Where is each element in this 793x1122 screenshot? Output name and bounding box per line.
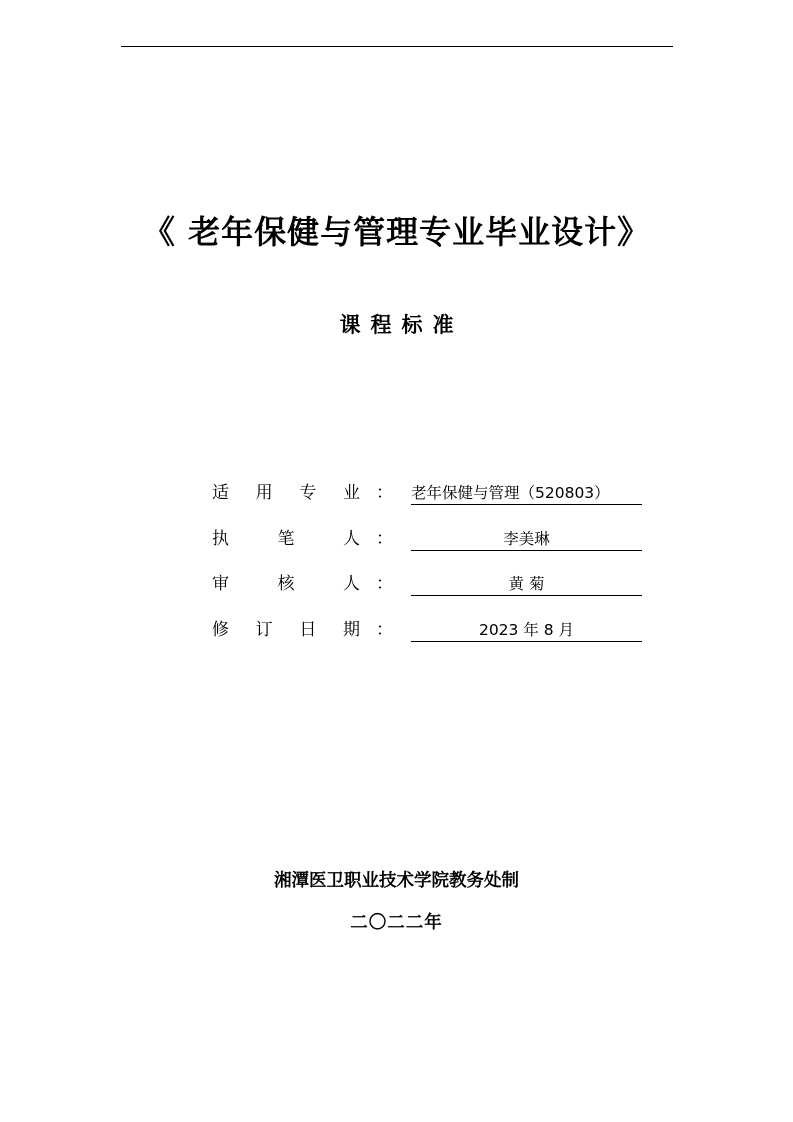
info-label <box>212 573 360 595</box>
label-char: 期 <box>342 619 360 640</box>
info-row-author <box>212 524 644 570</box>
info-value-revision-date: 2023 年 8 月 <box>411 619 642 642</box>
document-title: 《 老年保健与管理专业毕业设计》 <box>142 213 651 251</box>
label-char: 人 <box>343 574 360 594</box>
info-row-major <box>212 478 644 524</box>
document-subtitle: 课程标准 <box>339 313 464 337</box>
info-colon: ： <box>376 483 393 503</box>
label-char: 适 <box>212 483 229 503</box>
info-colon: ： <box>376 619 393 640</box>
label-char: 执 <box>212 528 229 549</box>
label-char: 业 <box>342 483 360 503</box>
info-label <box>212 482 360 504</box>
label-char: 专 <box>299 483 317 503</box>
info-colon: ： <box>376 528 393 549</box>
label-char: 订 <box>255 619 273 640</box>
header-rule <box>121 46 673 47</box>
info-value-reviewer: 黄 菊 <box>411 573 642 596</box>
info-row-revision-date <box>212 615 644 661</box>
issue-year: 二〇二二年 <box>350 913 443 933</box>
label-char: 审 <box>212 574 229 594</box>
info-row-reviewer <box>212 569 644 615</box>
info-label <box>212 619 360 641</box>
info-label <box>212 528 360 550</box>
label-char: 日 <box>299 619 317 640</box>
label-char: 笔 <box>277 528 295 549</box>
info-value-author: 李美琳 <box>411 528 642 551</box>
label-char: 核 <box>277 574 295 594</box>
issuing-organization: 湘潭医卫职业技术学院教务处制 <box>274 871 519 891</box>
label-char: 用 <box>255 483 273 503</box>
info-colon: ： <box>376 574 393 594</box>
label-char: 人 <box>343 528 360 549</box>
label-char: 修 <box>212 619 229 640</box>
info-value-major: 老年保健与管理（520803） <box>411 482 642 505</box>
info-table <box>212 478 644 660</box>
